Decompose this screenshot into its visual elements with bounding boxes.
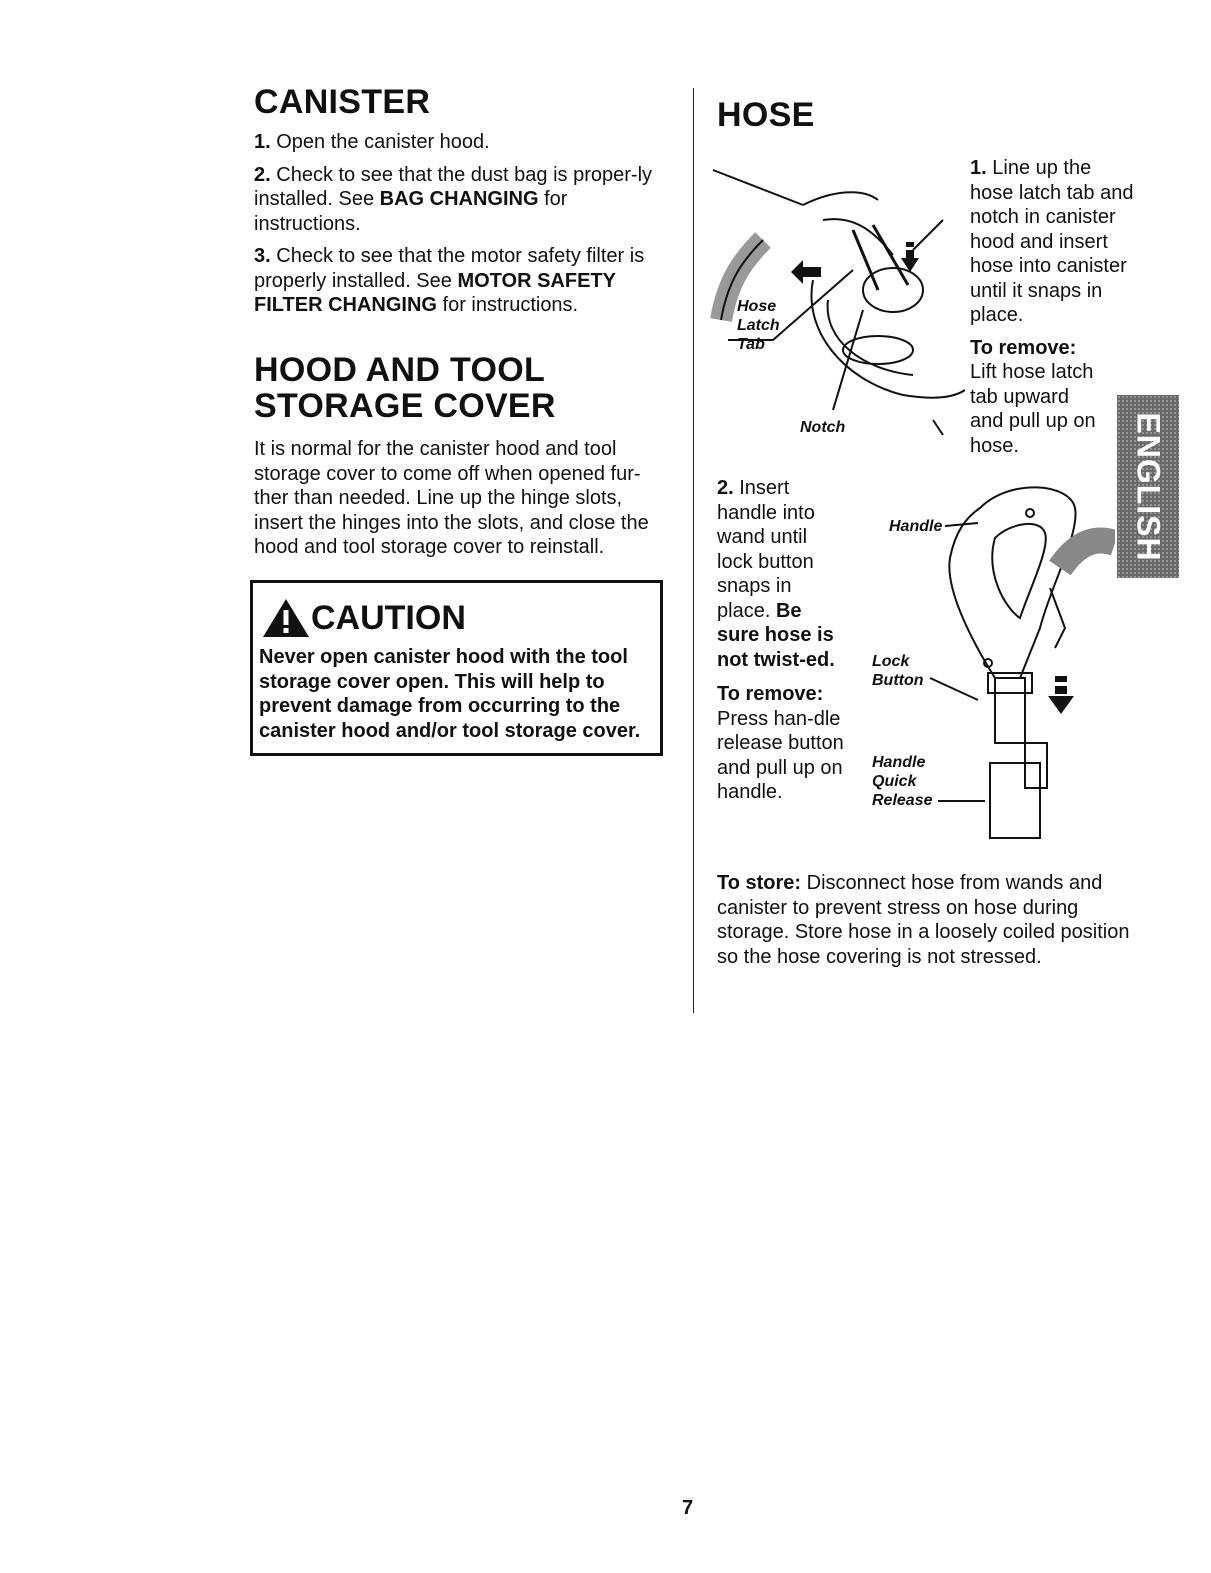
hood-body: It is normal for the canister hood and tool storage cover to come off when opened fur-ther than needed. Line up the hinge slots, insert the hinges into the slots, and close the hood and tool storage cover to reinstall. (254, 438, 649, 558)
canister-step-1: 1. Open the canister hood. (254, 131, 490, 153)
hose-store-text: To store: Disconnect hose from wands and canister to prevent stress on hose during storage. Store hose in a loosely coiled position so the hose covering is not stressed. (717, 872, 1130, 968)
handle-quick-release-label: Handle Quick Release (872, 754, 933, 809)
caution-title: CAUTION (261, 597, 466, 639)
canister-step-3: 3. Check to see that the motor safety filter is properly installed. See MOTOR SAFETY FILTER CHANGING for instructions. (254, 245, 645, 316)
notch-label: Notch (800, 419, 846, 436)
caution-body: Never open canister hood with the tool storage cover open. This will help to prevent damage from occurring to the canister hood and/or tool storage cover. (259, 646, 641, 742)
caution-box (250, 580, 663, 756)
lock-button-label: Lock Button (872, 653, 924, 689)
canister-step-2: 2. Check to see that the dust bag is proper-ly installed. See BAG CHANGING for instructions. (254, 163, 653, 235)
page-number: 7 (682, 1497, 694, 1519)
hose-step-1: 1. Line up the hose latch tab and notch in canister hood and insert hose into canister until it snaps in place. To remove: Lift hose latch tab upward and pull up on hose. (970, 157, 1134, 457)
column-divider (693, 88, 694, 1013)
hose-step-2: 2. Insert handle into wand until lock button snaps in place. Be sure hose is not twist-ed. To remove: Press han-dle release button and pull up on handle. (717, 477, 844, 803)
canister-heading: CANISTER (254, 83, 431, 121)
down-arrow-icon (1048, 676, 1074, 714)
english-side-tab: ENGLISH (1117, 395, 1179, 578)
warning-triangle-icon (261, 597, 311, 639)
canister-steps (254, 130, 672, 326)
left-arrow-icon (791, 260, 821, 284)
hose-heading: HOSE (717, 96, 815, 134)
handle-label: Handle (889, 518, 943, 535)
hood-heading: HOOD AND TOOL STORAGE COVER (254, 351, 556, 425)
hose-latch-tab-label: Hose Latch Tab (737, 298, 780, 353)
